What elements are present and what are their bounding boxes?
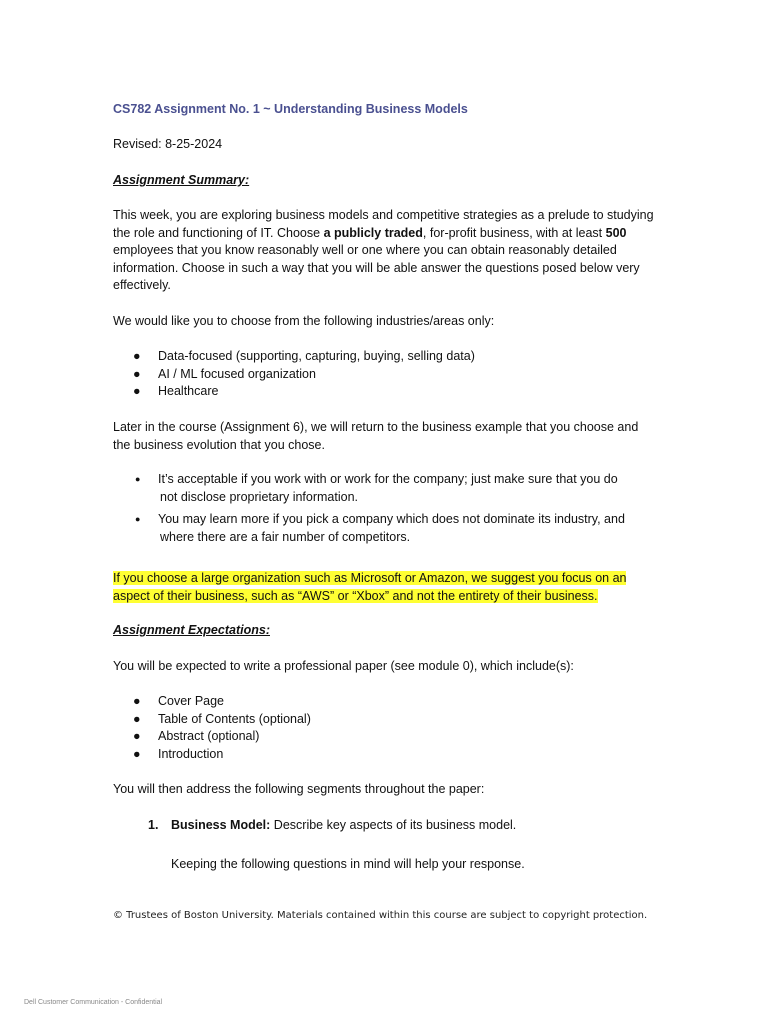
list-item	[113, 746, 658, 764]
list-item	[113, 348, 658, 366]
list-item	[113, 511, 658, 546]
bullet-icon: ●	[133, 384, 141, 398]
list-item-label: AI / ML focused organization	[158, 366, 316, 381]
summary-paragraph	[113, 207, 658, 295]
expectations-heading: Assignment Expectations:	[113, 623, 270, 637]
item-number: 1.	[148, 818, 159, 832]
list-item	[113, 711, 658, 729]
list-item-label: Table of Contents (optional)	[158, 711, 311, 726]
note-line-1: It’s acceptable if you work with or work for the company; just make sure that you do	[158, 472, 618, 486]
confidential-footer: Dell Customer Communication - Confidential	[24, 999, 163, 1006]
summary-bold-publicly-traded: a publicly traded	[323, 225, 423, 240]
list-item-label: Abstract (optional)	[158, 729, 260, 743]
list-item-label: Introduction	[158, 746, 224, 761]
list-item	[113, 693, 658, 711]
summary-bold-500: 500	[605, 225, 627, 240]
bullet-icon: ●	[133, 366, 141, 381]
bullet-icon: ●	[133, 746, 141, 761]
bullet-icon: ●	[135, 474, 141, 484]
bullet-icon: ●	[133, 711, 141, 726]
summary-text-3: employees that you know reasonably well or one where you can obtain reasonably detailed information. Choose in such a way that you will be able answer the questions posed below very effectively.	[113, 243, 640, 292]
item-text: Describe key aspects of its business model.	[270, 818, 517, 832]
list-item-label: Healthcare	[158, 384, 219, 398]
summary-text-1: This week, you are exploring business models and competitive strategies as a prelude to studying the role and functioning of IT. Choose	[113, 208, 654, 240]
note-line-2: not disclose proprietary information.	[160, 489, 359, 504]
list-item	[113, 728, 658, 746]
summary-text-2: , for-profit business, with at least	[422, 225, 606, 240]
list-item-label	[158, 471, 658, 506]
bullet-icon: ●	[133, 694, 141, 708]
revised-date: Revised: 8-25-2024	[113, 137, 223, 151]
list-item	[113, 471, 658, 506]
industries-intro: We would like you to choose from the following industries/areas only:	[113, 314, 495, 328]
page-title: CS782 Assignment No. 1 ~ Understanding Business Models	[113, 102, 468, 116]
note-line-1: You may learn more if you pick a company which does not dominate its industry, and	[158, 512, 625, 526]
list-item-label: Cover Page	[158, 694, 225, 708]
item-label: Business Model:	[171, 818, 271, 832]
list-item	[113, 383, 658, 401]
list-item-label: Data-focused (supporting, capturing, buying, selling data)	[158, 349, 475, 363]
numbered-item-business-model	[148, 817, 658, 835]
expectations-intro: You will be expected to write a professional paper (see module 0), which include(s):	[113, 659, 574, 673]
industries-list	[113, 348, 658, 401]
bullet-icon: ●	[133, 729, 141, 743]
paper-parts-list	[113, 693, 658, 763]
keep-in-mind-text: Keeping the following questions in mind will help your response.	[171, 857, 525, 871]
highlighted-text: If you choose a large organization such as Microsoft or Amazon, we suggest you focus on an aspect of their business, such as “AWS” or “Xbox” and not the entirety of their business.	[113, 571, 627, 603]
copyright-notice: © Trustees of Boston University. Materials contained within this course are subject to copyright protection.	[113, 910, 648, 921]
list-item-label	[158, 511, 658, 546]
note-line-2: where there are a fair number of competitors.	[160, 529, 411, 544]
notes-list	[113, 471, 658, 551]
bullet-icon: ●	[133, 349, 141, 363]
later-paragraph: Later in the course (Assignment 6), we will return to the business example that you choose and the business evolution that you chose.	[113, 420, 639, 452]
segments-intro: You will then address the following segments throughout the paper:	[113, 782, 485, 796]
summary-heading: Assignment Summary:	[113, 173, 250, 187]
bullet-icon: ●	[135, 514, 141, 524]
list-item	[113, 366, 658, 384]
highlighted-paragraph	[113, 570, 658, 605]
